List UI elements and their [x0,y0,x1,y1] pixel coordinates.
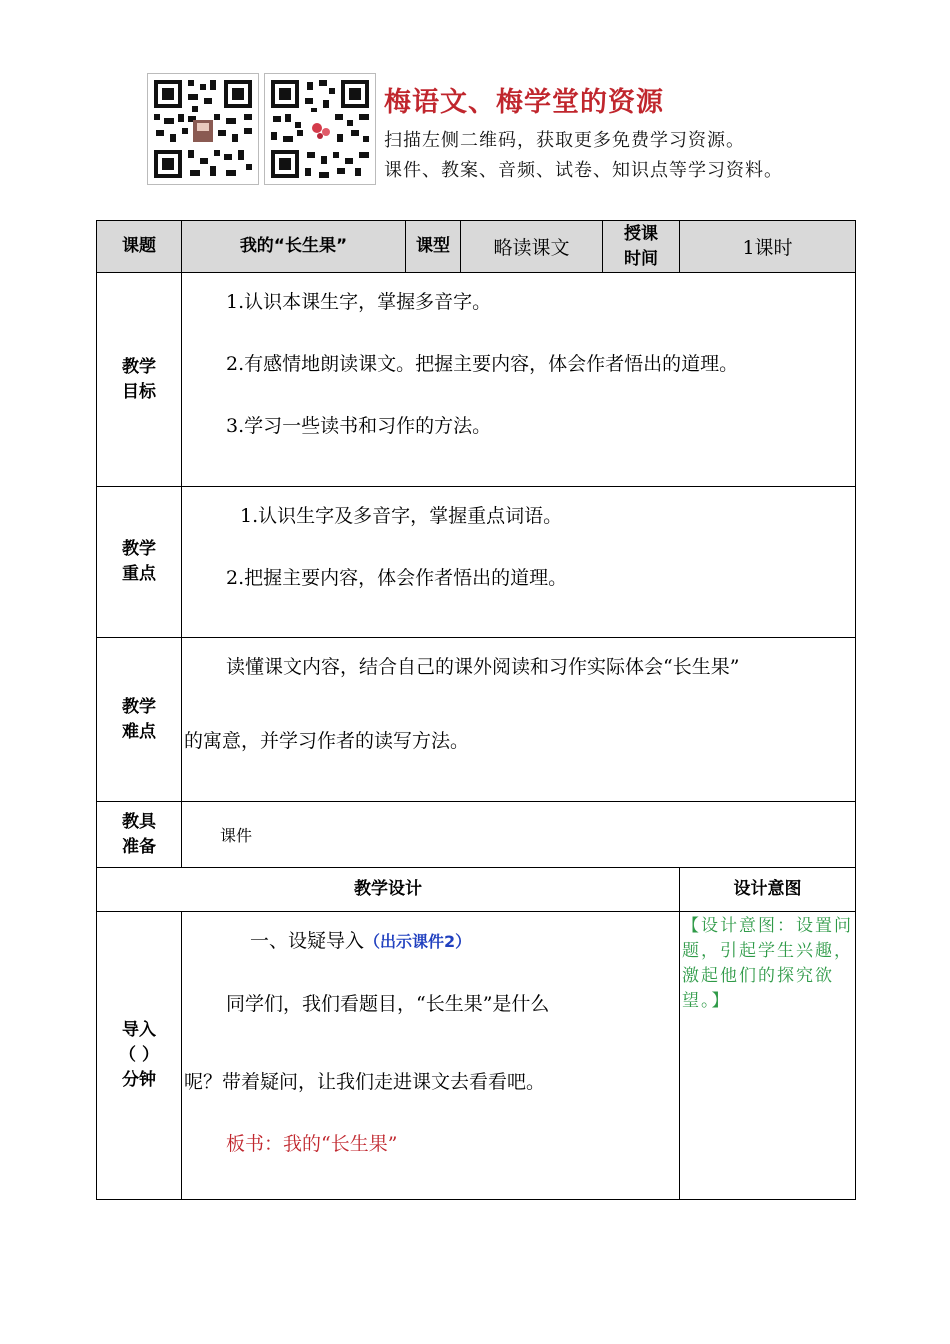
board-note: 板书：我的“长生果” [226,1133,398,1155]
goals-label-line2: 目标 [122,381,156,402]
goals-label [97,273,182,487]
tools-label-line2: 准备 [122,836,156,857]
intro-label-line3: 分钟 [122,1070,156,1090]
intent-header: 设计意图 [680,868,856,912]
courseware-note: （出示课件2） [364,932,472,951]
topic-value: 我的“长生果” [182,221,406,273]
goals-label-line1: 教学 [122,356,156,377]
intro-label-line2: （ ） [119,1045,159,1065]
goals-content [182,273,856,487]
intro-label [97,912,182,1200]
brand-title: 梅语文、梅学堂的资源 [384,87,664,118]
intro-label-line1: 导入 [122,1020,156,1040]
difficulty-label-line1: 教学 [122,696,156,717]
design-header-row [97,868,856,912]
key-label-line1: 教学 [122,539,156,559]
tools-row [97,802,856,868]
key-point-item: 1.认识生字及多音字，掌握重点词语。 [240,505,563,527]
intro-line1: 同学们，我们看题目，“长生果”是什么 [226,993,550,1015]
time-label-line2: 时间 [624,248,658,269]
difficulty-content [182,638,856,802]
time-label-line1: 授课 [624,223,658,244]
goal-item: 1.认识本课生字，掌握多音字。 [226,291,492,313]
type-label: 课型 [406,221,461,273]
qr-code-right [264,73,376,185]
qr-code-icon [148,74,258,184]
key-points-label [97,487,182,638]
difficulty-line2: 的寓意，并学习作者的读写方法。 [184,730,470,752]
goal-item: 3.学习一些读书和习作的方法。 [226,415,492,437]
intro-row [97,912,856,1200]
tools-value: 课件 [182,802,856,868]
key-points-content [182,487,856,638]
qr-code-icon [265,74,375,184]
goals-row [97,273,856,487]
tools-label [97,802,182,868]
intent-text: 【设计意图：设置问题，引起学生兴趣，激起他们的探究欲望。】 [682,916,853,1011]
difficulty-row [97,638,856,802]
brand-subtitle-line2: 课件、教案、音频、试卷、知识点等学习资料。 [384,160,783,181]
tools-label-line1: 教具 [122,811,156,832]
lesson-plan-table [96,220,856,1200]
difficulty-line1: 读懂课文内容，结合自己的课外阅读和习作实际体会“长生果” [226,656,740,678]
key-label-line2: 重点 [122,564,156,584]
goal-item: 2.有感情地朗读课文。把握主要内容，体会作者悟出的道理。 [226,353,739,375]
topic-label: 课题 [97,221,182,273]
design-header: 教学设计 [97,868,680,912]
intro-content [182,912,680,1200]
type-value: 略读课文 [461,221,603,273]
key-points-row [97,487,856,638]
intro-line2: 呢？带着疑问，让我们走进课文去看看吧。 [184,1071,546,1093]
difficulty-label-line2: 难点 [122,721,156,742]
qr-code-left [147,73,259,185]
time-label [603,221,680,273]
intro-heading-line [182,926,679,957]
info-row [97,221,856,273]
brand-subtitle-line1: 扫描左侧二维码，获取更多免费学习资源。 [384,130,745,151]
difficulty-label [97,638,182,802]
intent-content [680,912,856,1200]
key-point-item: 2.把握主要内容，体会作者悟出的道理。 [226,567,568,589]
time-value: 1课时 [680,221,856,273]
intro-heading: 一、设疑导入 [250,930,365,952]
